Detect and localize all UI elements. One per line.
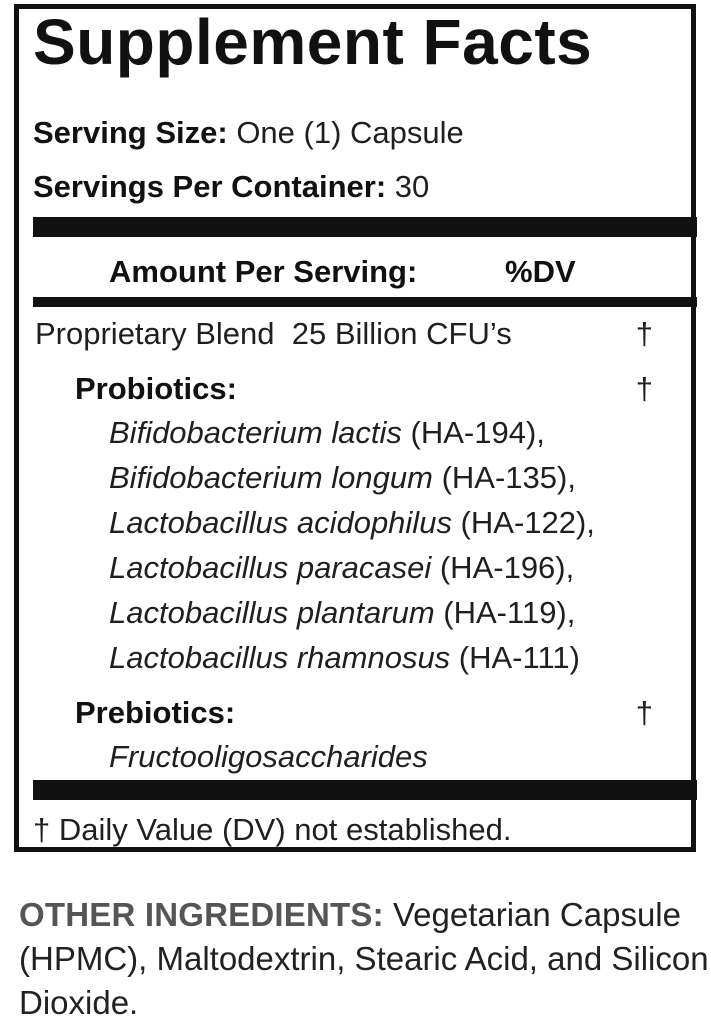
strain-name: Bifidobacterium longum xyxy=(109,460,433,495)
strain-name: Lactobacillus rhamnosus xyxy=(109,640,459,675)
strain-code: (HA-135), xyxy=(432,460,576,495)
blend-row xyxy=(35,316,512,352)
supplement-facts-panel xyxy=(14,4,696,852)
prebiotics-heading: Prebiotics: xyxy=(75,695,236,730)
serving-size-value: One (1) Capsule xyxy=(236,115,464,150)
blend-dv: † xyxy=(635,316,653,351)
footnote: † Daily Value (DV) not established. xyxy=(33,812,512,847)
strain-name: Bifidobacterium lactis xyxy=(109,415,402,450)
strain-name: Lactobacillus plantarum xyxy=(109,595,444,630)
medium-divider xyxy=(33,297,697,307)
serving-size-label: Serving Size: xyxy=(33,115,228,150)
thick-divider xyxy=(33,780,697,800)
prebiotics-dv: † xyxy=(635,695,653,730)
other-ingredients xyxy=(19,893,709,1025)
panel-title: Supplement Facts xyxy=(33,6,593,78)
amount-per-serving-heading: Amount Per Serving: xyxy=(109,254,418,289)
strain-row xyxy=(109,415,545,451)
strain-name: Lactobacillus acidophilus xyxy=(109,505,452,540)
strain-code: (HA-194), xyxy=(401,415,545,450)
strain-code: (HA-122), xyxy=(451,505,595,540)
blend-name: Proprietary Blend xyxy=(35,316,275,351)
strain-code: (HA-119), xyxy=(443,595,576,630)
probiotics-heading: Probiotics: xyxy=(75,371,237,406)
dv-column-heading: %DV xyxy=(505,254,576,289)
strain-row xyxy=(109,550,574,586)
strain-code: (HA-196), xyxy=(431,550,575,585)
other-ingredients-text: Vegetarian Capsule (HPMC), Maltodextrin, Stearic Acid, and Silicon Dioxide. xyxy=(19,896,709,1021)
serving-size-row xyxy=(33,115,464,151)
strain-name: Lactobacillus paracasei xyxy=(109,550,432,585)
strain-row xyxy=(109,460,576,496)
thick-divider xyxy=(33,217,697,237)
strain-code: (HA-111) xyxy=(458,640,580,675)
servings-per-container-label: Servings Per Container: xyxy=(33,169,387,204)
servings-per-container-row xyxy=(33,169,429,205)
prebiotic-item: Fructooligosaccharides xyxy=(109,739,428,774)
other-ingredients-heading: OTHER INGREDIENTS: xyxy=(19,896,384,933)
servings-per-container-value: 30 xyxy=(394,169,430,204)
strain-row xyxy=(109,640,580,676)
strain-row xyxy=(109,595,575,631)
blend-amount: 25 Billion CFU’s xyxy=(291,316,512,351)
strain-row xyxy=(109,505,595,541)
probiotics-dv: † xyxy=(635,371,653,406)
